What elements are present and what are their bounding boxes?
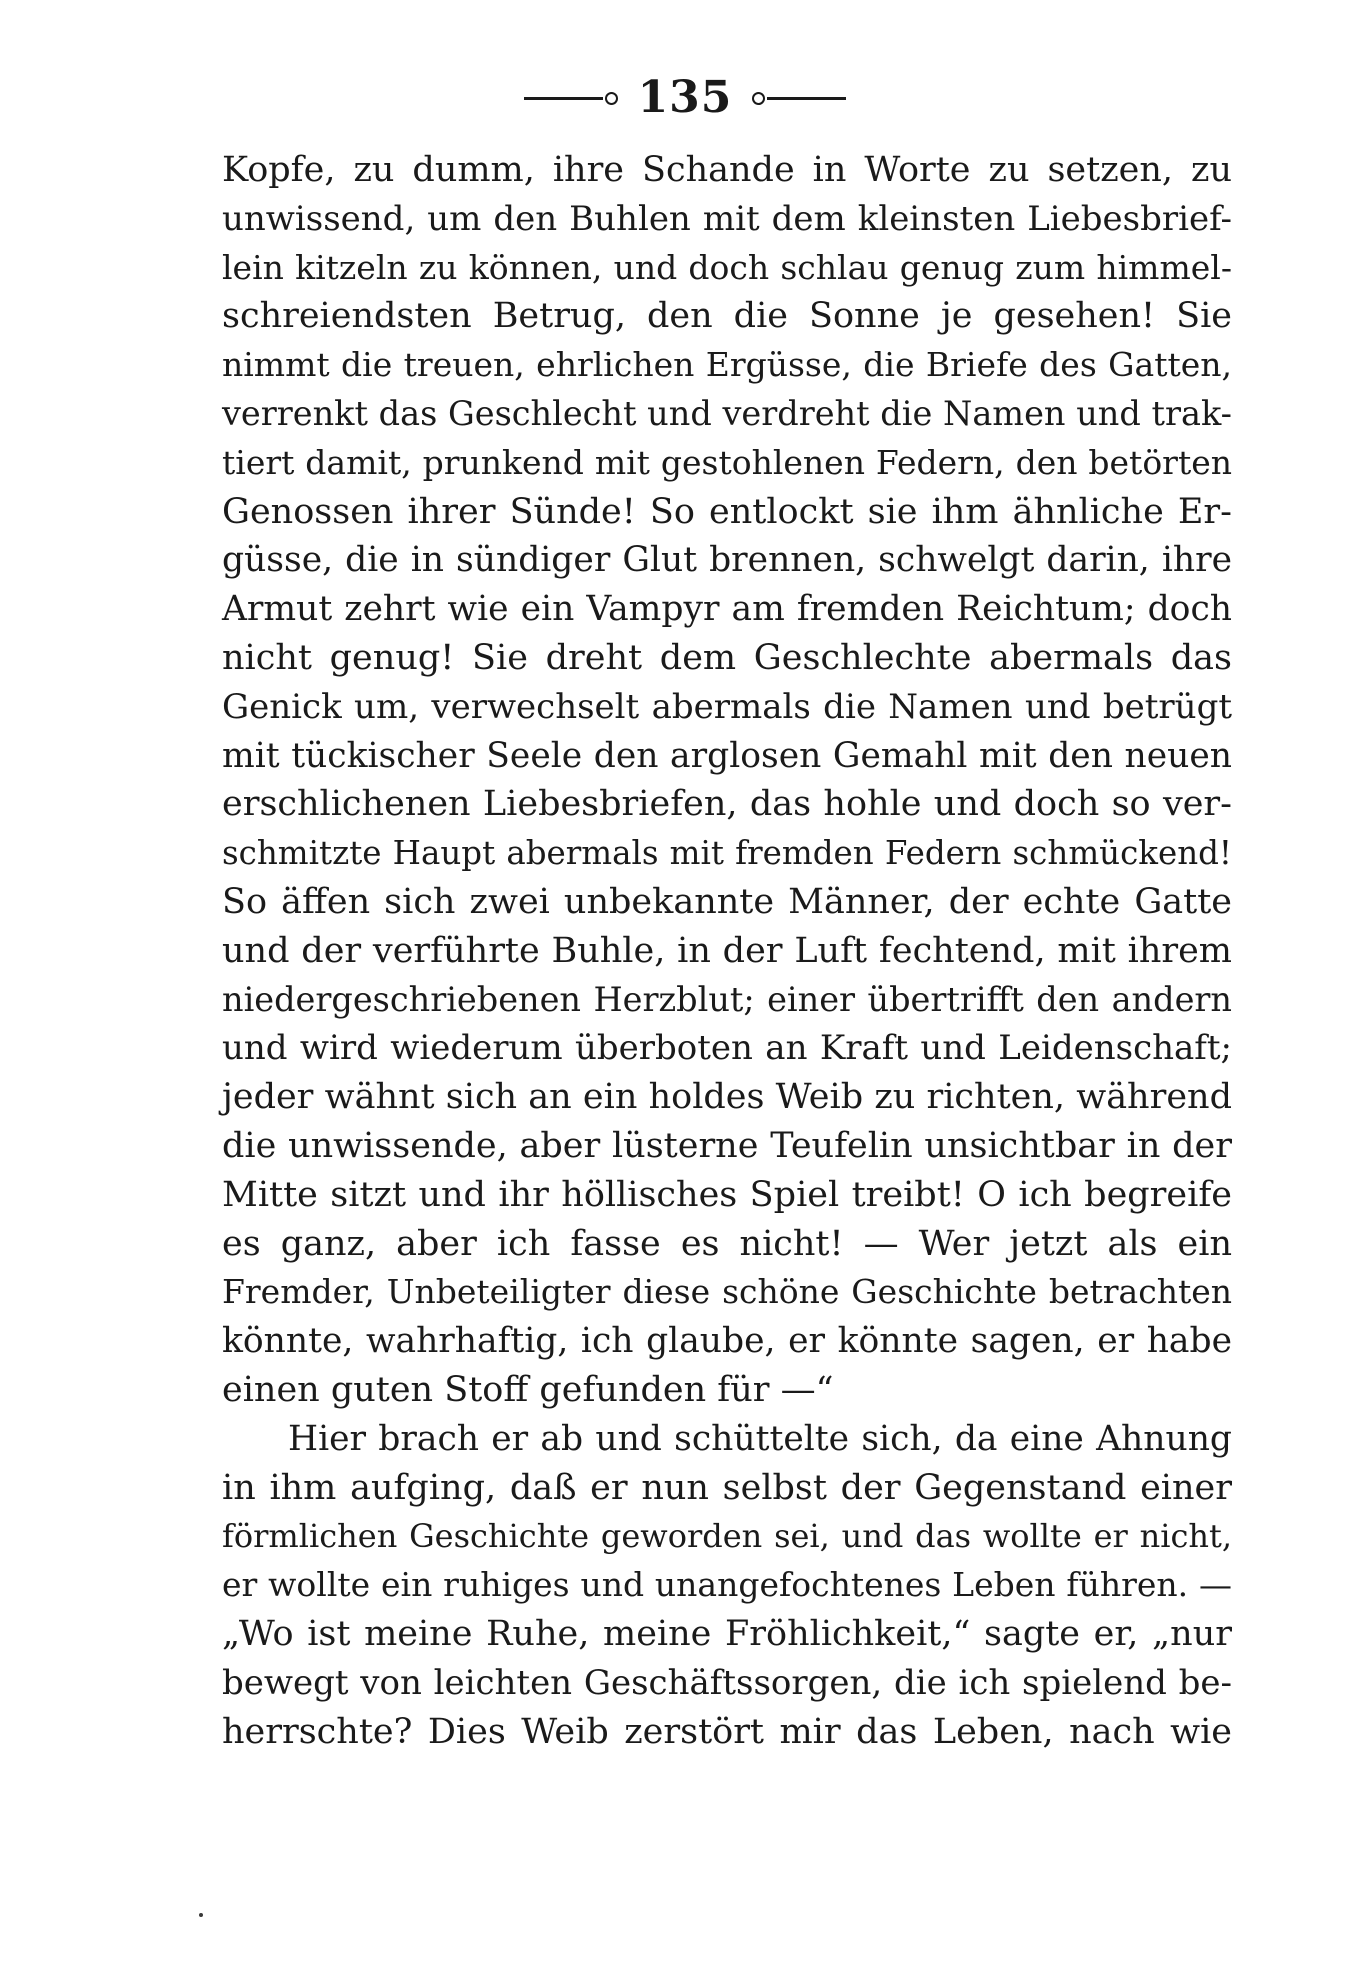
text-line: bewegt von leichten Geschäftssorgen, die ich spielend be- bbox=[222, 1662, 1232, 1703]
text-line: Armut zehrt wie ein Vampyr am fremden Reichtum; doch bbox=[222, 589, 1232, 630]
paragraph-1 bbox=[222, 146, 1232, 1415]
text-line: Genick um, verwechselt abermals die Namen und betrügt bbox=[222, 686, 1232, 727]
text-line: Kopfe, zu dumm, ihre Schande in Worte zu setzen, zu bbox=[222, 150, 1232, 190]
text-line: schmitzte Haupt abermals mit fremden Federn schmückend! bbox=[222, 834, 1232, 873]
text-line: mit tückischer Seele den arglosen Gemahl mit den neuen bbox=[222, 735, 1232, 776]
text-line: könnte, wahrhaftig, ich glaube, er könnte sagen, er habe bbox=[222, 1321, 1232, 1362]
paragraph-2 bbox=[222, 1415, 1232, 1757]
text-line: niedergeschriebenen Herzblut; einer übertrifft den andern bbox=[222, 979, 1232, 1019]
text-line: lein kitzeln zu können, und doch schlau genug zum himmel- bbox=[222, 247, 1232, 287]
text-line: herrschte? Dies Weib zerstört mir das Leben, nach wie bbox=[222, 1711, 1232, 1752]
right-ornament-icon bbox=[750, 88, 846, 108]
text-line: Mitte sitzt und ihr höllisches Spiel treibt! O ich begreife bbox=[222, 1174, 1232, 1215]
text-line: unwissend, um den Buhlen mit dem kleinsten Liebesbrief- bbox=[222, 198, 1232, 239]
text-line: nicht genug! Sie dreht dem Geschlechte abermals das bbox=[222, 637, 1232, 678]
page-number: 135 bbox=[637, 72, 733, 123]
text-line: jeder wähnt sich an ein holdes Weib zu richten, während bbox=[222, 1077, 1232, 1118]
text-line: erschlichenen Liebesbriefen, das hohle und doch so ver- bbox=[222, 784, 1232, 825]
text-line: So äffen sich zwei unbekannte Männer, der echte Gatte bbox=[222, 881, 1232, 922]
text-line: und der verführte Buhle, in der Luft fechtend, mit ihrem bbox=[222, 930, 1232, 971]
text-line: „Wo ist meine Ruhe, meine Fröhlichkeit,“ sagte er, „nur bbox=[222, 1613, 1232, 1654]
text-line: es ganz, aber ich fasse es nicht! — Wer jetzt als ein bbox=[222, 1223, 1232, 1264]
text-line: schreiendsten Betrug, den die Sonne je gesehen! Sie bbox=[222, 296, 1232, 337]
text-line: die unwissende, aber lüsterne Teufelin unsichtbar in der bbox=[222, 1125, 1232, 1166]
text-line: verrenkt das Geschlecht und verdreht die Namen und trak- bbox=[222, 393, 1232, 433]
text-line: Fremder, Unbeteiligter diese schöne Geschichte betrachten bbox=[222, 1272, 1232, 1312]
text-line: und wird wiederum überboten an Kraft und Leidenschaft; bbox=[222, 1028, 1232, 1069]
text-line: Genossen ihrer Sünde! So entlockt sie ihm ähnliche Er- bbox=[222, 491, 1232, 532]
left-ornament-icon bbox=[524, 88, 620, 108]
text-line: güsse, die in sündiger Glut brennen, schwelgt darin, ihre bbox=[222, 540, 1232, 581]
page-header bbox=[0, 72, 1370, 124]
text-line: Hier brach er ab und schüttelte sich, da eine Ahnung bbox=[288, 1418, 1232, 1459]
text-line: in ihm aufging, daß er nun selbst der Gegenstand einer bbox=[222, 1467, 1232, 1508]
print-speck-icon bbox=[199, 1913, 203, 1917]
text-line: einen guten Stoff gefunden für —“ bbox=[222, 1369, 834, 1410]
text-line: tiert damit, prunkend mit gestohlenen Federn, den betörten bbox=[222, 442, 1232, 482]
text-line: er wollte ein ruhiges und unangefochtenes Leben führen. — bbox=[222, 1565, 1232, 1605]
body-text bbox=[222, 146, 1232, 1756]
text-line: nimmt die treuen, ehrlichen Ergüsse, die Briefe des Gatten, bbox=[222, 345, 1232, 385]
text-line: förmlichen Geschichte geworden sei, und das wollte er nicht, bbox=[222, 1517, 1232, 1556]
